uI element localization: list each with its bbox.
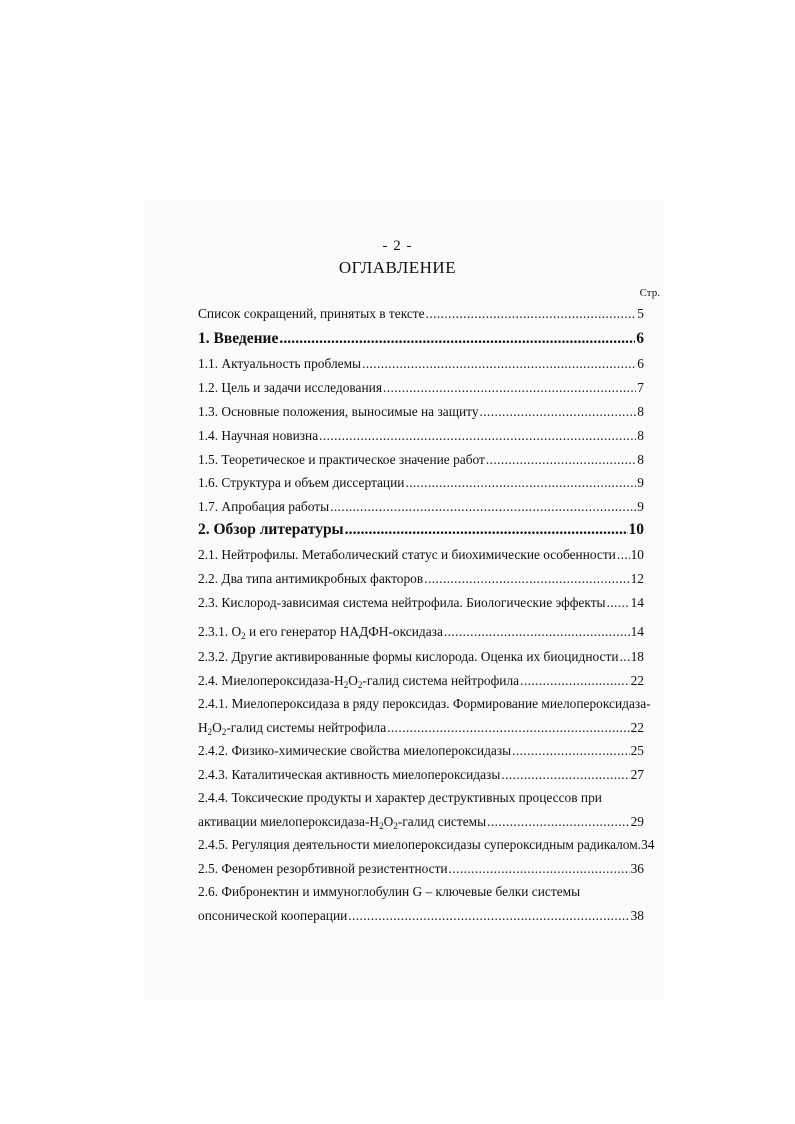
- toc-entry-multiline[interactable]: 2.4.4. Токсические продукты и характер деструктивных процессов при активации миелопероксидаза-$H_2O_2$-галид системы ..... 29: [198, 790, 644, 834]
- toc-entry-multiline[interactable]: 2.6. Фибронектин и иммуноглобулин G – ключевые белки системы опсонической кооперации ..... 38: [198, 884, 644, 924]
- toc-entry[interactable]: 1.4. Научная новизна ..... 8: [198, 428, 644, 444]
- toc-entry-multiline[interactable]: 2.4.1. Миелопероксидаза в ряду пероксидаз. Формирование миелопероксидаза- $H_2O_2$-галид системы нейтрофила ..... 22: [198, 696, 644, 740]
- toc-entry[interactable]: 2.3. Кислород-зависимая система нейтрофила. Биологические эффекты ..... 14: [198, 595, 644, 611]
- toc-entry[interactable]: 1.2. Цель и задачи исследования ..... 7: [198, 380, 644, 396]
- toc-entry[interactable]: 2.4.5. Регуляция деятельности миелопероксидазы супероксидным радикалом. 34: [198, 837, 655, 852]
- toc-entry[interactable]: 1.5. Теоретическое и практическое значение работ ..... 8: [198, 452, 644, 468]
- page-title: ОГЛАВЛЕНИЕ: [338, 258, 457, 277]
- toc-entry[interactable]: 2.1. Нейтрофилы. Метаболический статус и биохимические особенности ..... 10: [198, 547, 644, 563]
- toc-entry[interactable]: 2.4.3. Каталитическая активность миелопероксидазы ..... 27: [198, 767, 644, 783]
- toc-entry[interactable]: 1.3. Основные положения, выносимые на защиту ..... 8: [198, 404, 644, 420]
- toc-entry[interactable]: 2.3.1. $O_2$ и его генератор НАДФН-оксидаза ..... 14: [198, 624, 644, 644]
- page-column-label: Стр.: [639, 287, 660, 299]
- toc-entry[interactable]: Список сокращений, принятых в тексте ..... 5: [198, 306, 644, 322]
- toc-entry[interactable]: 2.3.2. Другие активированные формы кислорода. Оценка их биоцидности ..... 18: [198, 649, 644, 665]
- toc-entry[interactable]: 2.5. Феномен резорбтивной резистентности ..... 36: [198, 861, 644, 877]
- toc-entry[interactable]: 2.4. Миелопероксидаза-$H_2O_2$-галид система нейтрофила ..... 22: [198, 673, 644, 693]
- toc-entry-section[interactable]: 1. Введение ..... 6: [198, 331, 644, 347]
- toc-entry[interactable]: 1.1. Актуальность проблемы ..... 6: [198, 356, 644, 372]
- toc-entry[interactable]: 2.2. Два типа антимикробных факторов ..... 12: [198, 571, 644, 587]
- toc-entry[interactable]: 2.4.2. Физико-химические свойства миелопероксидазы ..... 25: [198, 743, 644, 759]
- toc-entry[interactable]: 1.7. Апробация работы ..... 9: [198, 499, 644, 515]
- toc-entry-section[interactable]: 2. Обзор литературы ..... 10: [198, 522, 644, 538]
- toc-entry[interactable]: 1.6. Структура и объем диссертации ..... 9: [198, 475, 644, 491]
- page-number: - 2 -: [382, 238, 413, 254]
